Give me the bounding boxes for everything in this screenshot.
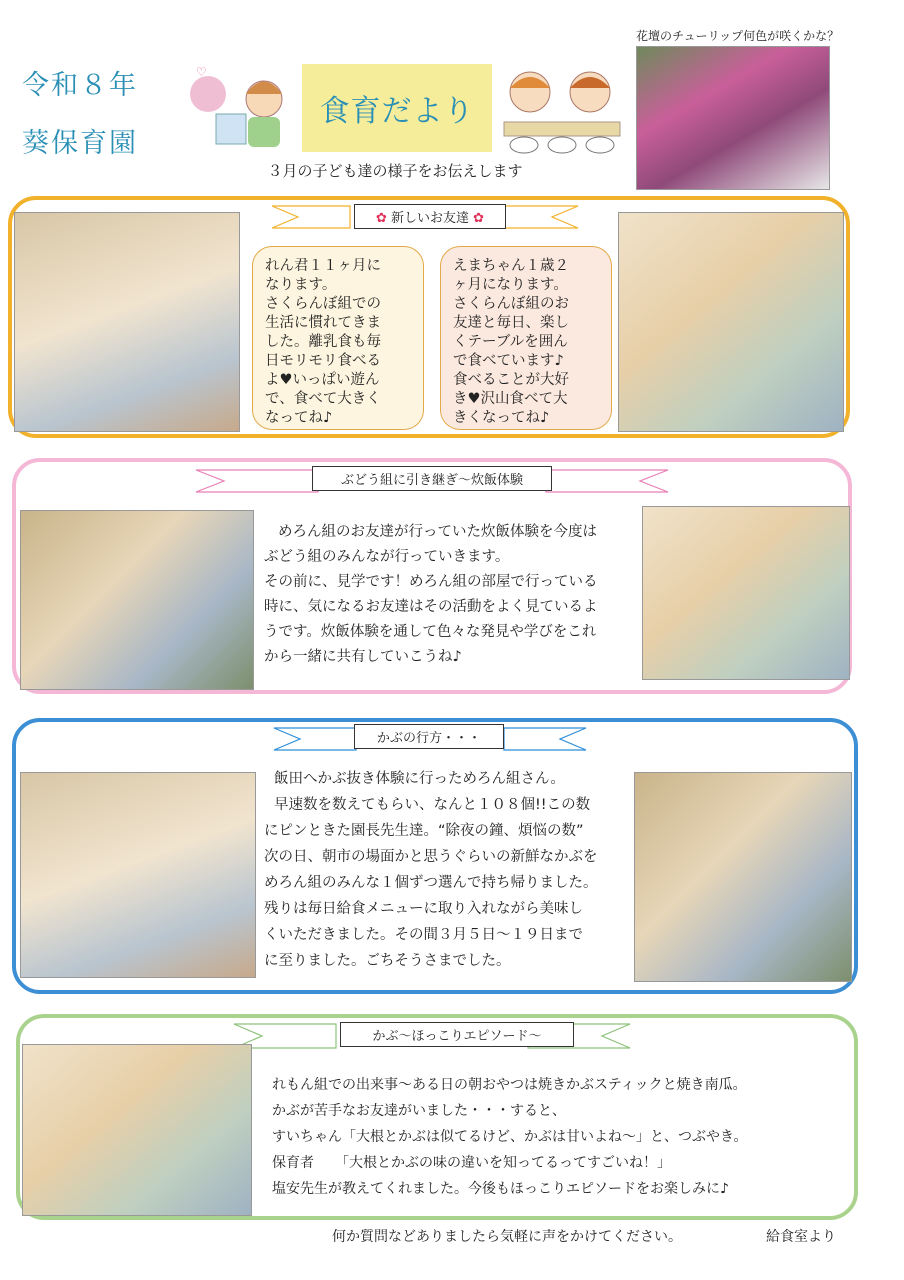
flowerbed-caption: 花壇のチューリップ何色が咲くかな？ [636,29,840,43]
banner-new-friends-label: 新しいお友達 [390,211,469,226]
rice-line: うです。炊飯体験を通して色々な発見や学びをこれ [264,624,597,640]
episode-line: 保育者 「大根とかぶの味の違いを知ってるってすごいね！」 [272,1155,671,1171]
turnip-line: にピンときた園長先生達。“除夜の鐘、煩悩の数” [264,823,584,839]
episode-line: 塩安先生が教えてくれました。今後もほっこりエピソードをお楽しみに♪ [272,1181,729,1197]
bubble-ren-line: れん君１１ヶ月に [265,258,381,274]
bubble-ema-line: さくらんぼ組のお [453,296,569,312]
kids-eating-illustration [498,60,626,160]
turnip-line: 残りは毎日給食メニューに取り入れながら美味し [264,901,583,917]
banner-episode: かぶ～ほっこりエピソード～ [340,1022,574,1047]
rice-cooking-text [264,520,640,670]
bubble-ema-line: 食べることが大好 [453,372,569,388]
turnip-text [264,766,636,974]
bubble-ema-line: くテーブルを囲ん [453,334,568,350]
bubble-ema-line: 友達と毎日、楽し [453,315,569,331]
turnip-line: 飯田へかぶ抜き体験に行っためろん組さん。 [274,771,565,787]
flower-icon: ✿ [375,211,387,226]
bubble-ren-line: 日モリモリ食べる [265,353,381,369]
rice-line: 時に、気になるお友達はその活動をよく見ているよ [264,599,598,615]
bubble-ren-line: で、食べて大きく [265,391,381,407]
rice-line: その前に、見学です！めろん組の部屋で行っている [264,574,598,590]
bubble-ren-line: した。離乳食も毎 [265,334,381,350]
photo-rice-washing [642,506,850,680]
turnip-line: 次の日、朝市の場面かと思うぐらいの新鮮なかぶを [264,849,598,865]
bubble-ema-line: きくなってね♪ [453,410,550,426]
turnip-line: 早速数を数えてもらい、なんと１０８個!!この数 [274,797,591,813]
bubble-ren [252,246,424,430]
rice-line: ぶどう組のみんなが行っていきます。 [264,549,510,565]
photo-children-watching [20,510,254,690]
footer-note: 何か質問などありましたら気軽に声をかけてください。 [332,1229,682,1245]
turnip-line: めろん組のみんな１個ずつ選んで持ち帰りました。 [264,875,598,891]
episode-text [272,1072,840,1202]
episode-line: かぶが苦手なお友達がいました・・・すると、 [272,1103,566,1119]
bubble-ren-line: なります。 [265,277,337,293]
episode-line: れもん組での出来事～ある日の朝おやつは焼きかぶスティックと焼き南瓜。 [272,1077,747,1093]
newsletter-title: 食育だより [319,94,475,129]
banner-turnip: かぶの行方・・・ [354,724,504,749]
photo-turnip-room [20,772,256,978]
subtitle: ３月の子ども達の様子をお伝えします [267,162,523,180]
rice-line: から一緒に共有していこうね♪ [264,649,462,665]
svg-text:♡: ♡ [196,65,207,79]
photo-boy-eating [14,212,240,432]
photo-snack-time [22,1044,252,1216]
bubble-ren-line: なってね♪ [265,410,333,426]
bubble-ren-line: よ♥いっぱい遊ん [265,372,380,388]
bubble-ren-line: さくらんぼ組での [265,296,381,312]
bubble-ema-line: ヶ月になります。 [453,277,568,293]
photo-girl-table [618,212,844,432]
bubble-ema-line: で食べています♪ [453,353,564,369]
flower-icon: ✿ [473,211,485,226]
bubble-ren-line: 生活に慣れてきま [265,315,381,331]
bubble-ema-line: き♥沢山食べて大 [453,391,568,407]
banner-new-friends [354,204,506,229]
rice-line: めろん組のお友達が行っていた炊飯体験を今度は [278,524,597,540]
banner-rice-cooking: ぶどう組に引き継ぎ～炊飯体験 [312,466,552,491]
mother-child-illustration [186,64,296,154]
episode-line: すいちゃん「大根とかぶは似てるけど、かぶは甘いよね～」と、つぶやき。 [272,1129,748,1145]
year-title: 令和８年 [22,70,138,101]
bubble-ema-line: えまちゃん１歳２ [453,258,569,274]
photo-turnip-harvest [634,772,852,982]
turnip-line: に至りました。ごちそうさまでした。 [264,953,511,969]
footer-signature: 給食室より [766,1229,836,1245]
flowerbed-photo [636,46,830,190]
bubble-ema [440,246,612,430]
nursery-name: 葵保育園 [22,128,138,159]
turnip-line: くいただきました。その間３月５日～１９日まで [264,927,583,943]
